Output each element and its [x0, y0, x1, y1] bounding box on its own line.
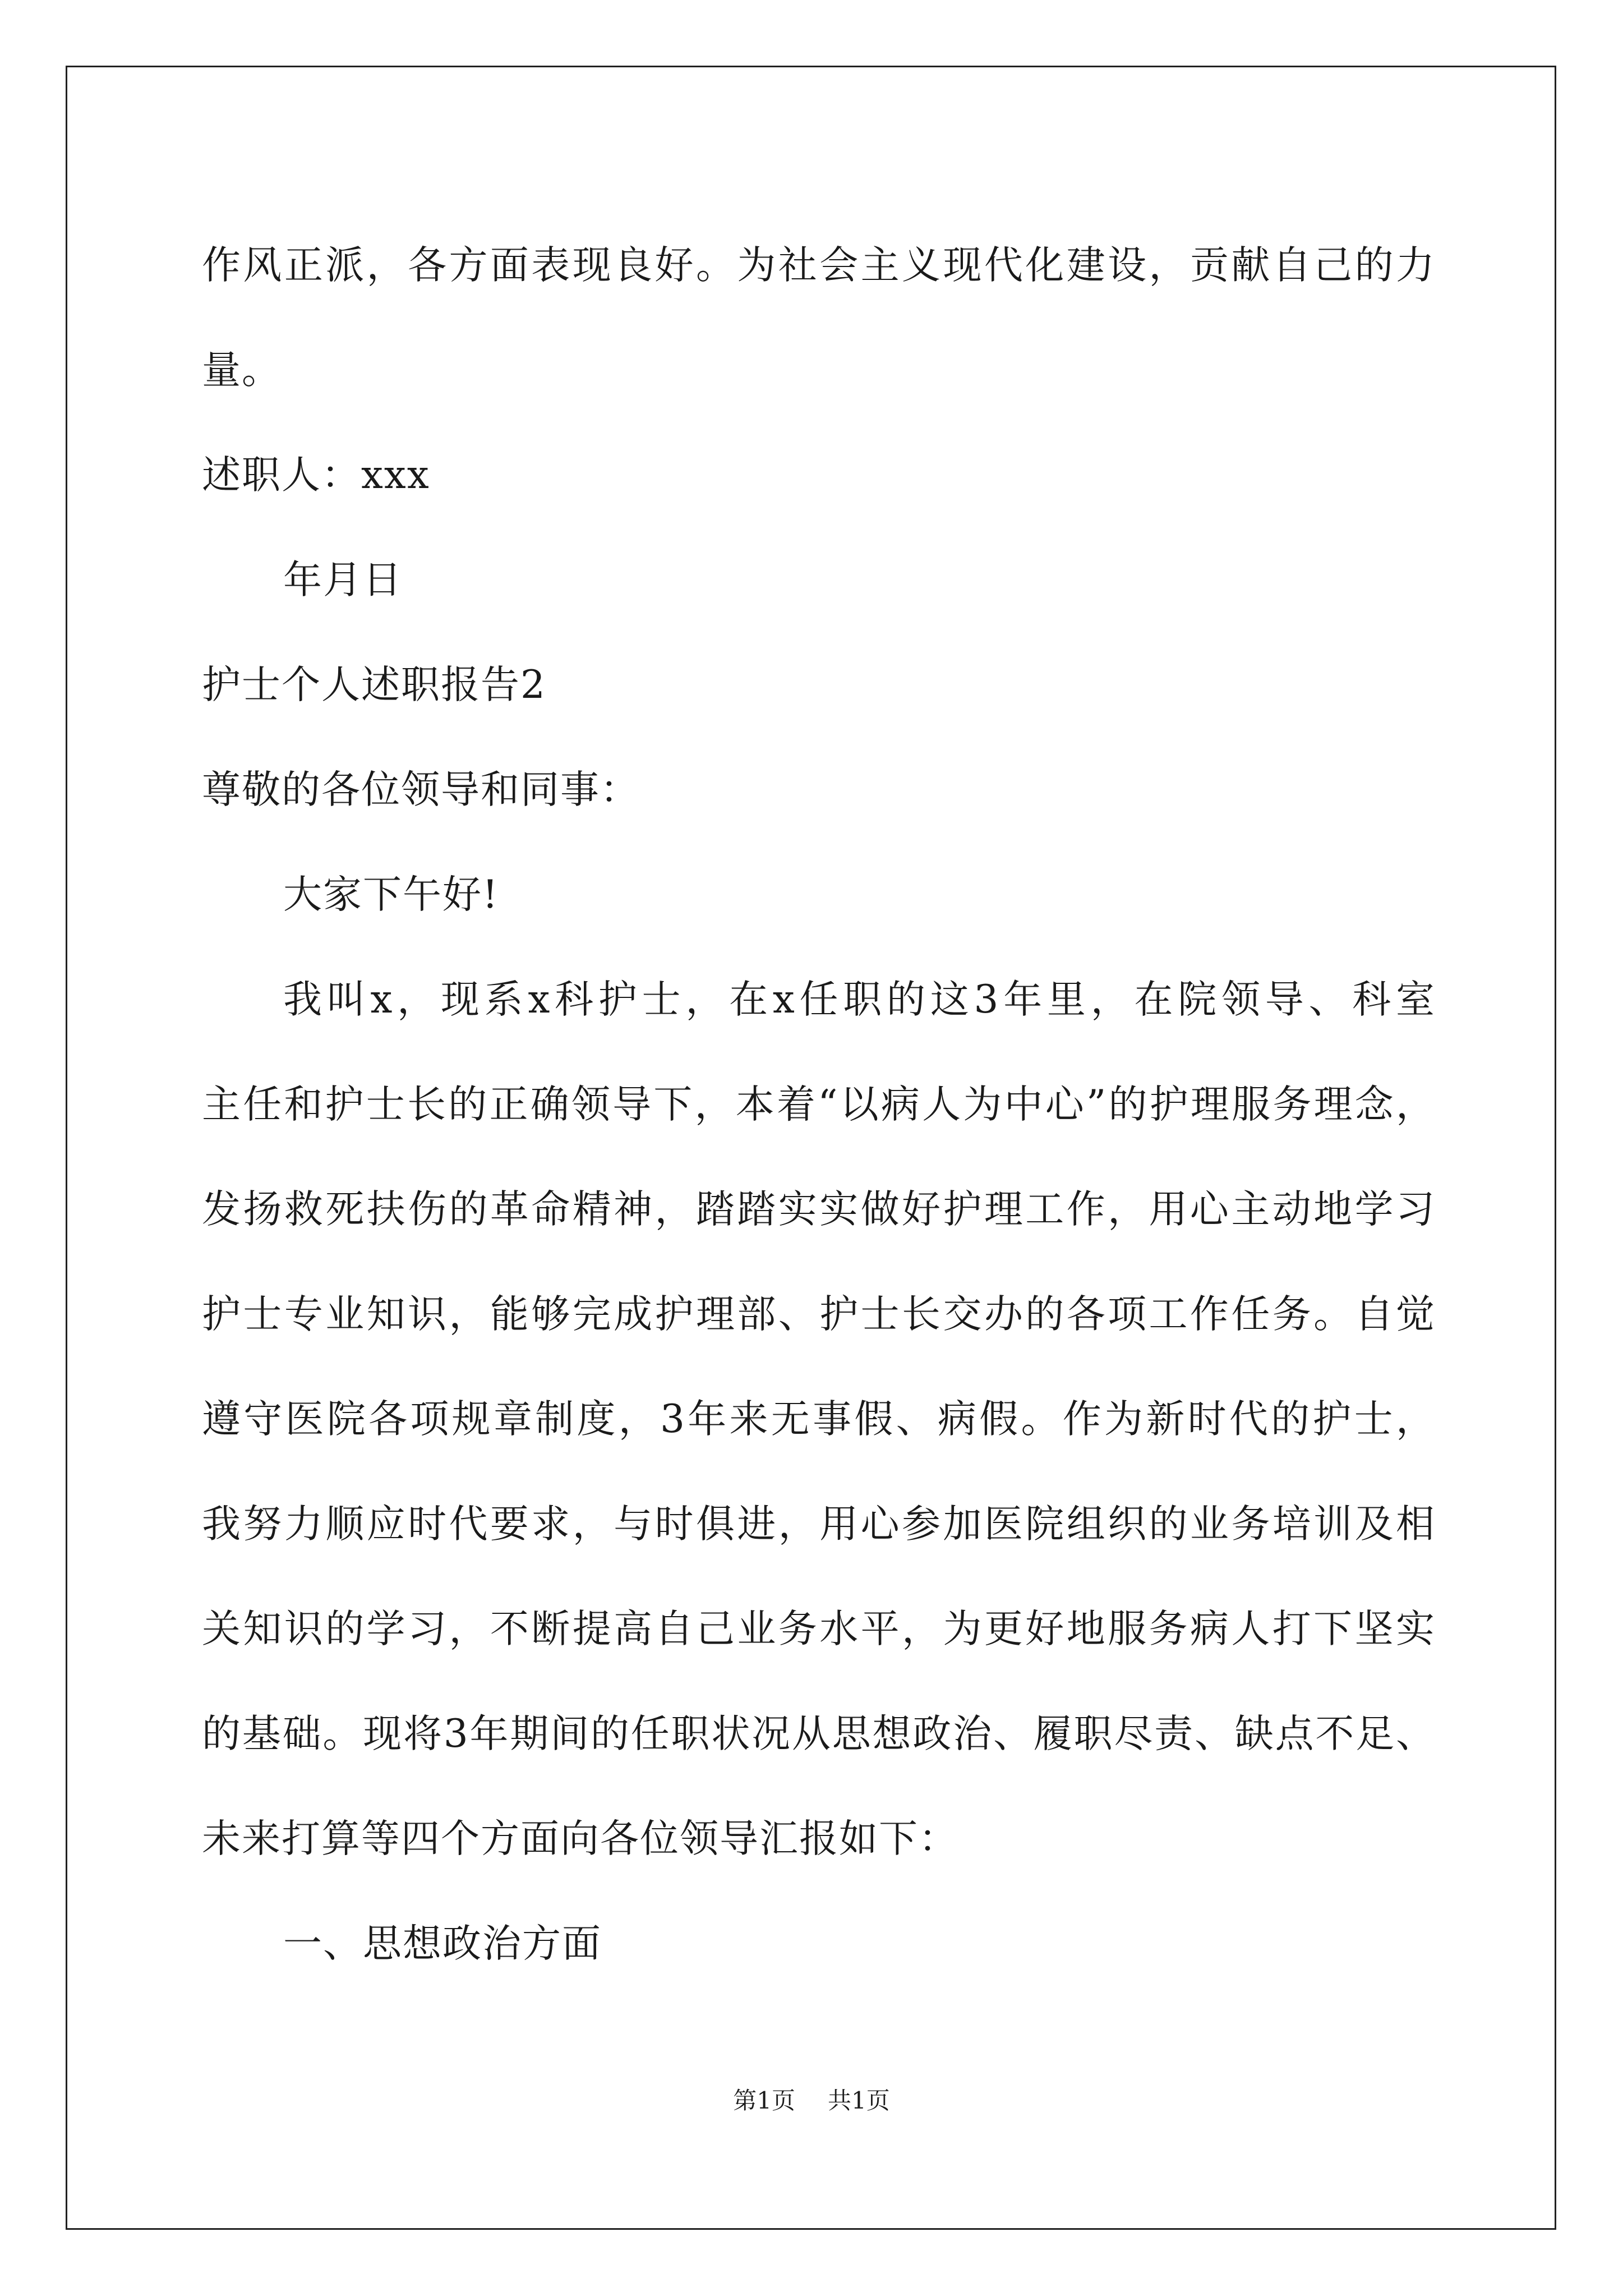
- paragraph-line: 量。: [202, 348, 282, 393]
- page-number: 第1页: [733, 2087, 795, 2114]
- page-total: 共1页: [828, 2087, 890, 2114]
- paragraph-line: 作风正派，各方面表现良好。为社会主义现代化建设，贡献自己的力: [202, 243, 1436, 288]
- paragraph-line: 我叫x，现系x科护士，在x任职的这3年里，在院领导、科室: [283, 977, 1436, 1022]
- paragraph-line: 未来打算等四个方面向各位领导汇报如下：: [202, 1816, 958, 1861]
- paragraph-line: 关知识的学习，不断提高自己业务水平，为更好地服务病人打下坚实: [202, 1607, 1436, 1651]
- paragraph-line: 遵守医院各项规章制度，3年来无事假、病假。作为新时代的护士，: [202, 1397, 1436, 1442]
- paragraph-line: 主任和护士长的正确领导下，本着“以病人为中心”的护理服务理念，: [202, 1082, 1436, 1127]
- paragraph-line: 护士专业知识，能够完成护理部、护士长交办的各项工作任务。自觉: [202, 1292, 1436, 1337]
- greeting: 大家下午好!: [283, 872, 499, 917]
- signature-line: 述职人：xxx: [202, 453, 430, 498]
- date-line: 年月日: [283, 558, 403, 602]
- section-title: 护士个人述职报告2: [202, 662, 546, 707]
- page-footer: [0, 2082, 1623, 2116]
- paragraph-line: 发扬救死扶伤的革命精神，踏踏实实做好护理工作，用心主动地学习: [202, 1187, 1436, 1232]
- paragraph-line: 我努力顺应时代要求，与时俱进，用心参加医院组织的业务培训及相: [202, 1502, 1436, 1547]
- paragraph-line: 的基础。现将3年期间的任职状况从思想政治、履职尽责、缺点不足、: [202, 1711, 1436, 1756]
- section-heading: 一、思想政治方面: [283, 1921, 602, 1966]
- salutation: 尊敬的各位领导和同事：: [202, 767, 640, 812]
